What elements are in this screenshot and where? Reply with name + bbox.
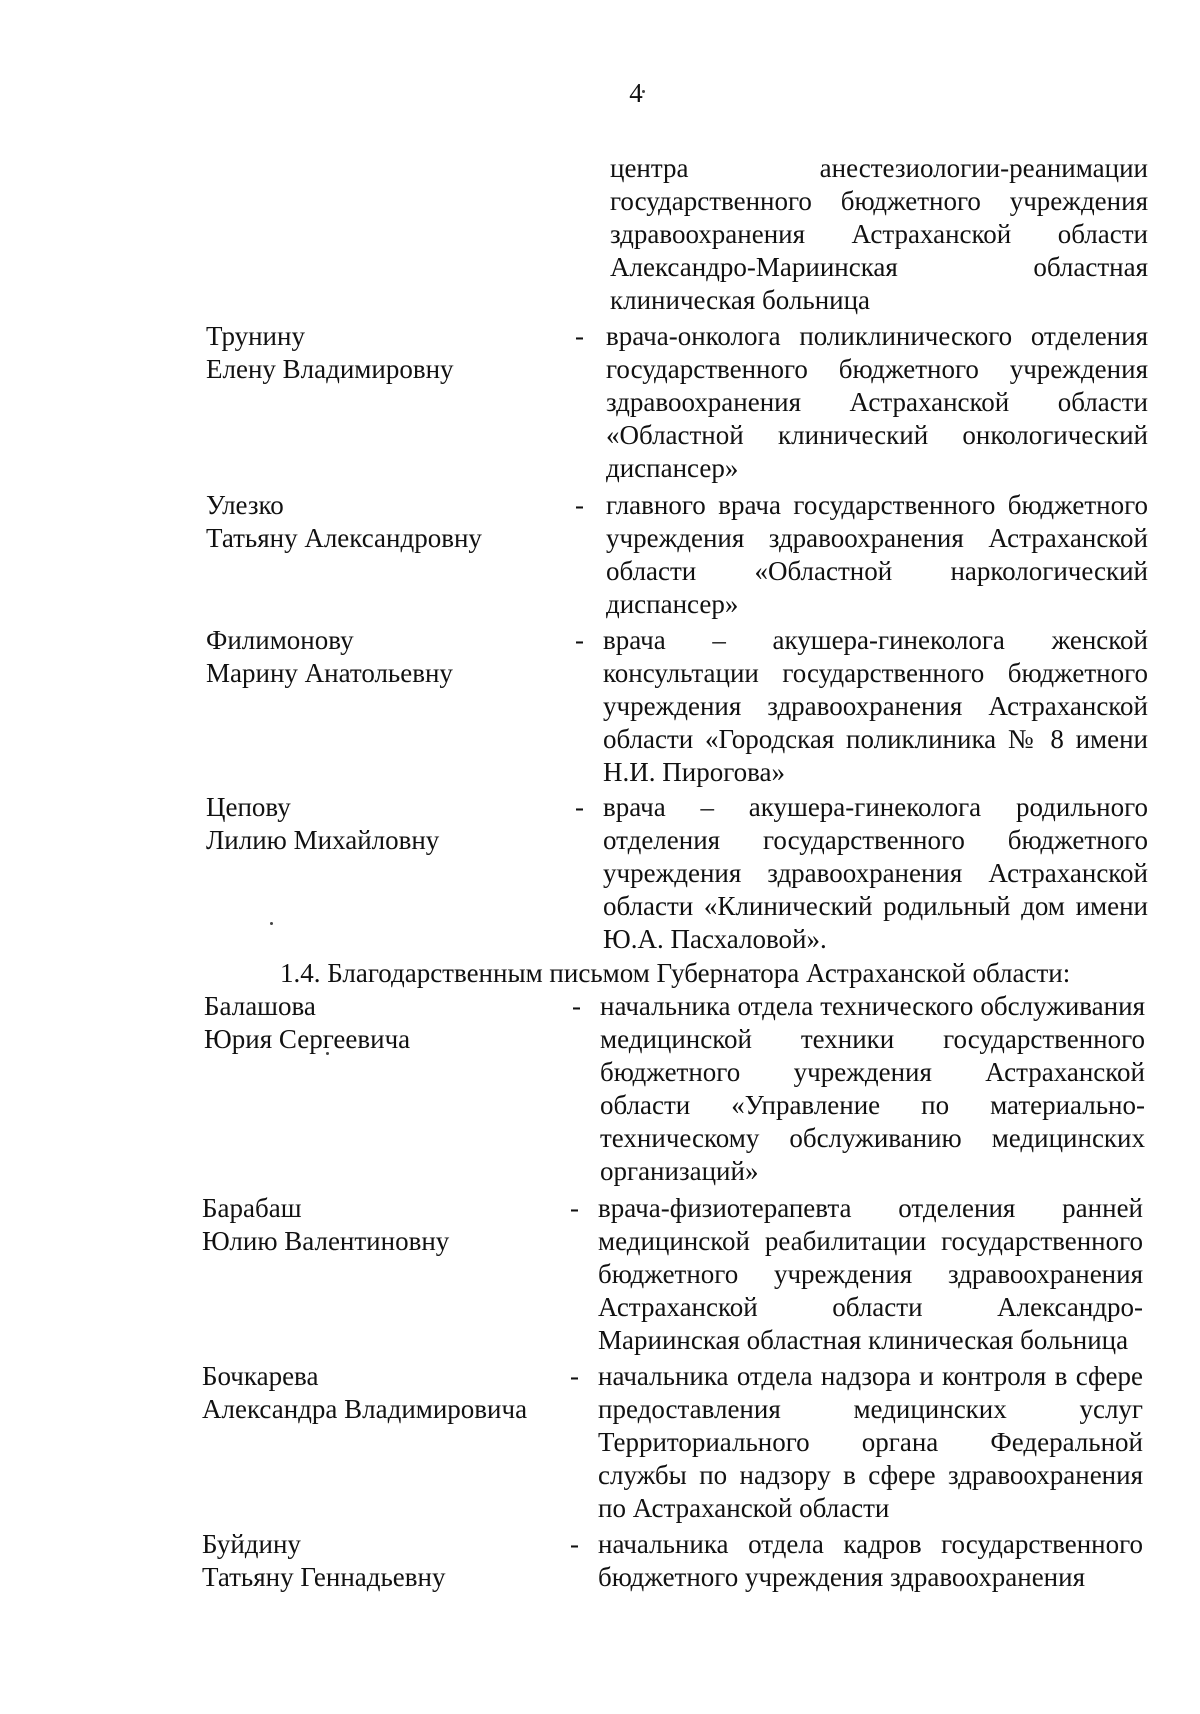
recipient-given-names: Юрия Сергеевича xyxy=(204,1024,411,1054)
recipient-description: врача – акушера-гинеколога родильного отделения государственного бюджетного учреждения здравоохранения Астраханской области «Клинический родильный дом имени Ю.А. Пасхаловой». xyxy=(603,792,1148,954)
dash-separator: - xyxy=(570,1361,579,1391)
recipient-given-names: Юлию Валентиновну xyxy=(202,1226,450,1256)
recipient-given-names: Александра Владимировича xyxy=(202,1394,528,1424)
recipient-description: врача-онколога поликлинического отделения государственного бюджетного учреждения здравоохранения Астраханской области «Областной клинический онкологический диспансер» xyxy=(606,321,1148,483)
recipient-description: начальника отдела технического обслуживания медицинской техники государственного бюджетного учреждения Астраханской области «Управление по материально-техническому обслуживанию медицинских организаций» xyxy=(600,991,1145,1186)
recipient-surname: Барабаш xyxy=(202,1193,302,1223)
recipient-name xyxy=(202,1360,562,1426)
recipient-description: врача-физиотерапевта отделения ранней медицинской реабилитации государственного бюджетного учреждения здравоохранения Астраханской области Александро-Мариинская областная клиническая больница xyxy=(598,1193,1143,1355)
recipient-name xyxy=(206,320,566,386)
recipient-name xyxy=(202,1192,562,1258)
dash-separator: - xyxy=(570,1529,579,1559)
recipient-surname: Цепову xyxy=(206,792,291,822)
recipient-description: врача – акушера-гинеколога женской консультации государственного бюджетного учреждения здравоохранения Астраханской области «Городская поликлиника № 8 имени Н.И. Пирогова» xyxy=(603,625,1148,787)
dash-separator: - xyxy=(575,321,584,351)
recipient-surname: Балашова xyxy=(204,991,316,1021)
recipient-description: начальника отдела надзора и контроля в сфере предоставления медицинских услуг Территориального органа Федеральной службы по надзору в сфере здравоохранения по Астраханской области xyxy=(598,1361,1143,1523)
scan-speck xyxy=(270,922,273,925)
recipient-surname: Филимонову xyxy=(206,625,354,655)
dash-separator: - xyxy=(575,625,584,655)
recipient-given-names: Татьяну Александровну xyxy=(206,523,482,553)
recipient-given-names: Елену Владимировну xyxy=(206,354,454,384)
recipient-name xyxy=(206,624,566,690)
recipient-surname: Улезко xyxy=(206,490,284,520)
dash-separator: - xyxy=(575,490,584,520)
recipient-name xyxy=(202,1528,562,1594)
recipient-description: главного врача государственного бюджетного учреждения здравоохранения Астраханской области «Областной наркологический диспансер» xyxy=(606,490,1148,619)
recipient-given-names: Марину Анатольевну xyxy=(206,658,453,688)
recipient-surname: Бочкарева xyxy=(202,1361,319,1391)
recipient-name xyxy=(206,489,566,555)
dash-separator: - xyxy=(570,1193,579,1223)
page-number: 4 xyxy=(629,78,643,108)
recipient-name xyxy=(206,791,566,857)
recipient-surname: Трунину xyxy=(206,321,305,351)
recipient-given-names: Татьяну Геннадьевну xyxy=(202,1562,446,1592)
section-heading: 1.4. Благодарственным письмом Губернатора Астраханской области: xyxy=(280,958,1071,988)
recipient-name xyxy=(204,990,564,1056)
recipient-given-names: Лилию Михайловну xyxy=(206,825,440,855)
dash-separator: - xyxy=(575,792,584,822)
intro-description: центра анестезиологии-реанимации государственного бюджетного учреждения здравоохранения Астраханской области Александро-Мариинская областная клиническая больница xyxy=(610,153,1148,315)
dash-separator: - xyxy=(572,991,581,1021)
recipient-surname: Буйдину xyxy=(202,1529,301,1559)
recipient-description: начальника отдела кадров государственного бюджетного учреждения здравоохранения xyxy=(598,1529,1143,1592)
